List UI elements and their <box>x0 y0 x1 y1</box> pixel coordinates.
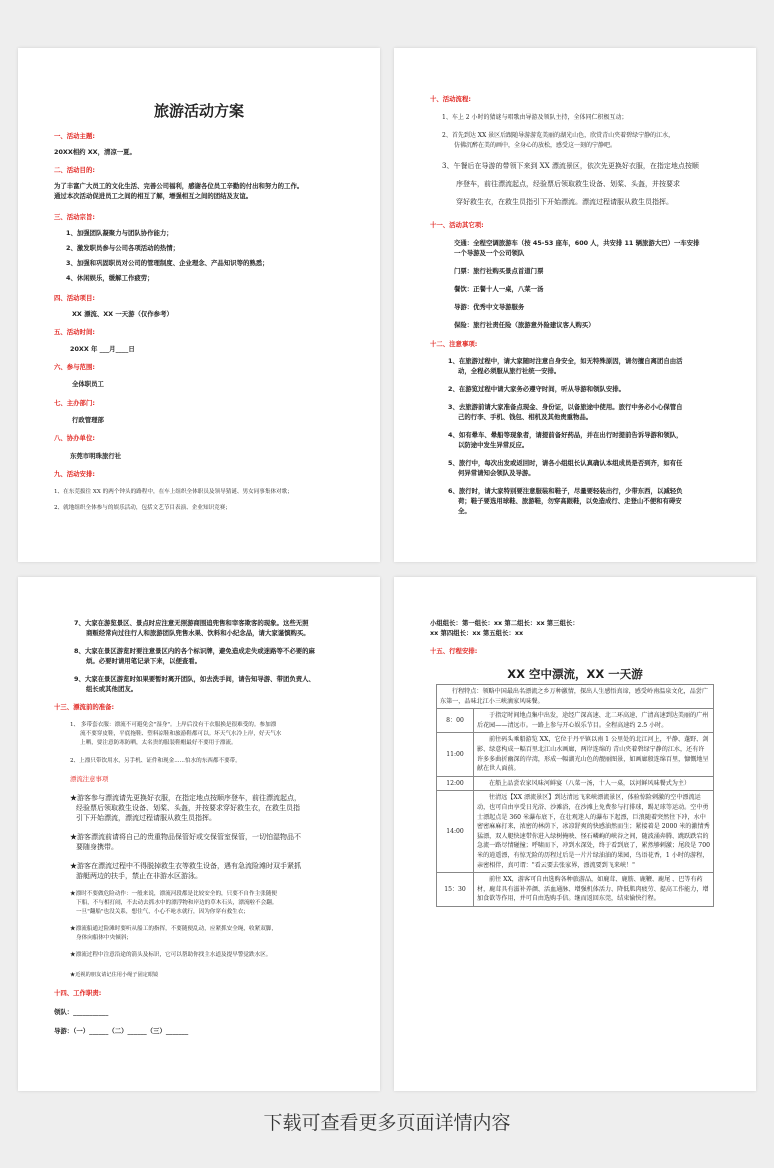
meals-text: 餐饮：正餐十人一桌，八菜一汤 <box>454 285 544 293</box>
caution-item: ★漂时不要做危险动作：一般来说，漂流河段都是比较安全的，只要不自作主张随便 <box>70 891 277 897</box>
caution-item: ★近视的朋友请记住用小绳子固定眼镜 <box>70 972 159 978</box>
caution-item: ★游客在漂流过程中不得脱掉救生衣等救生设备，遇有急流险滩时双手紧抓 <box>70 862 301 870</box>
section-heading-duties: 十四、工作职责: <box>54 989 102 997</box>
section-heading-notes: 十二、注意事项: <box>430 340 478 348</box>
arrangement-item: 1、在东莞拔往 XX 的两个钟头的路程中，在车上组织全体职员及领导猜谜、男女同事集体对歌； <box>54 489 293 495</box>
caution-item: ★漂流过程中注意沿途的箭头及标识，它可以帮助你找主水道及提早警觉跌水区。 <box>70 952 272 958</box>
itinerary-time: 15：30 <box>437 873 474 907</box>
note-item: 商贩经常向过往行人和旅游团队兜售水果、饮料和小纪念品，请大家谨慎购买。 <box>86 629 310 637</box>
aim-item: 1、加强团队凝聚力与团队协作能力； <box>66 229 173 237</box>
group-leaders-line: 小组组长：第一组长：xx 第二组长：xx 第三组长： <box>430 619 579 627</box>
section-heading-arrangement: 九、活动安排: <box>54 470 95 478</box>
section-heading-flow: 十、活动流程: <box>430 95 471 103</box>
section-heading-itinerary: 十五、行程安排: <box>430 647 478 655</box>
document-title: 旅游活动方案 <box>153 102 244 120</box>
note-item: 4、如有晕车、晕船等现象者，请提前备好药品，并在出行时提前告诉导游和领队， <box>448 431 683 439</box>
caution-item: 经验票后领取救生设备、划桨、头盔，并按要求穿好救生衣，在救生员指 <box>76 804 300 812</box>
note-item: 何异常请知会领队及导游。 <box>458 469 535 477</box>
itinerary-desc: 在船上品尝农家风味河鲜宴（八菜一汤，十人一桌，以河鲜风味餐式为主） <box>474 776 714 791</box>
note-item: 以防途中发生异常反应。 <box>458 441 529 449</box>
section-heading-time: 五、活动时间: <box>54 328 95 336</box>
caution-title: 漂流注意事项 <box>70 775 109 783</box>
table-row <box>437 873 714 907</box>
note-item: 7、大家在游览景区、景点时应注意无照游商围追兜售和宰客欺客的现象。这些无照 <box>74 619 309 627</box>
coorg-text: 东莞市明珠旅行社 <box>70 452 122 460</box>
download-more-link[interactable]: 下载可查看更多页面详情内容 <box>263 1112 511 1134</box>
preparation-item: 2、上漂只带饮用水，另手机、证件和现金......怕水的东西都不要带。 <box>70 758 241 764</box>
itinerary-desc: 前往 XX，游客可自由选购各种旅游品，如鹿茸、鹿筋、鹿鞭、鹿尾 、巴等有药材，鹿茸具有滋补养颜、活血通脉、增强机体活力、降低肌肉疲劳、提高工作能力，增加食欲等作用，并可自由选购手信。继而返回东莞，结束愉快行程。 <box>474 873 714 907</box>
itinerary-desc: 于指定时间地点集中出发，途经广深高速、北二环高速、广清高速到达美丽的广州后花园——清远市。一路上参与开心娱乐节目。全程高速约 2.5 小时。 <box>474 709 714 733</box>
tickets-text: 门票：旅行社购买景点首道门票 <box>454 267 544 275</box>
itinerary-intro: 行程特点：领略中国最出名漂流之乡万种激情，探出人生感悟真谛，感受岭南温泉文化，品尝广东第一，品味北江小三峡滴家风味餐。 <box>437 685 714 709</box>
section-heading-scope: 六、参与范围: <box>54 363 95 371</box>
itinerary-time: 8：00 <box>437 709 474 733</box>
note-item: 荷；鞋子要选用球鞋、旅游鞋，勿穿高跟鞋，以免造成行、走登山不便和有碍安 <box>458 497 682 505</box>
preparation-item: 流不要穿皮鞋，平底拖鞋、塑料凉鞋和旅游鞋都可以。坏天气水冷上岸，好天气水 <box>80 731 282 737</box>
section-heading-dept: 七、主办部门: <box>54 399 95 407</box>
preparation-item: 上晒，要注意防寒防晒，太名贵的服装鞋帽最好不要用于漂流。 <box>80 740 237 746</box>
caution-item: 游艇两边的扶手，禁止在非游水区游泳。 <box>76 872 202 880</box>
purpose-text-1: 为了丰富广大员工的文化生活、完善公司福利，感谢各位员工辛勤的付出和努力的工作。 <box>54 182 304 190</box>
scope-text: 全体职员工 <box>72 380 104 388</box>
theme-text: 20XX相约 XX，清凉一夏。 <box>54 148 136 156</box>
section-heading-preparation: 十三、漂流前的准备: <box>54 703 115 711</box>
caution-item: 引下开始漂流，漂流过程请服从救生员指挥。 <box>76 814 216 822</box>
note-item: 2、在游览过程中请大家务必遵守时间，听从导游和领队安排。 <box>448 385 625 393</box>
flow-item: 1、车上 2 小时的猜谜与唱歌由导游及领队主持，全体同仁积极互动； <box>442 114 628 121</box>
section-heading-coorg: 八、协办单位: <box>54 434 95 442</box>
table-row <box>437 709 714 733</box>
time-text: 20XX 年 ___月____日 <box>70 345 135 353</box>
note-item: 烦。必要时请用笔记录下来，以便查看。 <box>86 657 202 665</box>
note-item: 己的行李、手机、钱包、相机及其他贵重物品。 <box>458 413 593 421</box>
arrangement-item: 2、就地组织全体参与的娱乐活动，包括文艺节目表演、企业知识竞赛； <box>54 505 231 511</box>
leader-line: 领队：___________ <box>54 1008 109 1016</box>
note-item: 组长或其他团友。 <box>86 685 138 693</box>
caution-item: ★游客漂流前请将自己的贵重物品保管好或交保管室保管，一切怕湿物品不 <box>70 833 301 841</box>
section-heading-aims: 三、活动宗旨: <box>54 213 95 221</box>
table-row <box>437 791 714 873</box>
preparation-item: 1、 多带套衣服：漂流不可避免会"湿身"。上岸后没有干衣服换是很难受的。参加漂 <box>70 722 277 728</box>
transport-text: 交通：全程空调旅游车（按 45-53 座车，600 人，共安排 11 辆旅游大巴）一车安排 <box>454 239 700 247</box>
guides-line: 导游：（一）______（二）______（三）_______ <box>54 1027 189 1035</box>
dept-text: 行政管理部 <box>72 416 104 424</box>
note-item: 1、在旅游过程中，请大家随时注意自身安全，如无特殊原因，请勿擅自离团自由活 <box>448 357 683 365</box>
itinerary-desc: 往清远【XX 漂流景区】到达清远飞来峡漂流景区，体验惊险刺激的空中漂流运动，也可自由享受日光浴、沙滩浴，在沙滩上免费参与打排球，踢足球等运动。空中勇士漂起点是 360 米瀑布底下，在壮观迷人的瀑布下起漂，巨浪随着突然往下冲，水中密密麻麻打来，浓密的林荫下，冰凉舒爽的快感油然而生；紧接着是 2000 米的激情秀猛漂，双人艇快速带你进入绿树掩映、怪石嶙峋的峡谷之间，随波涌奔腾、跳跃跌宕的急流一路尽情碰撞；呼啸而下，冲到水深处，终于看到底了，累然够刺激；尾段是 700 米的逍遥漂，有惊无险的历程过后是一片片绿油油的果园，鸟语花香，1 小时的游程，亲密相伴，真可谓："看云要去张家界，漂流要到飞来峡！" <box>474 791 714 873</box>
caution-item: 要随身携带。 <box>76 843 118 851</box>
table-row <box>437 733 714 776</box>
table-row <box>437 685 714 709</box>
section-heading-theme: 一、活动主题: <box>54 132 95 140</box>
insurance-text: 保险：旅行社责任险（旅游意外险建议客人购买） <box>454 321 595 329</box>
itinerary-table <box>436 684 714 907</box>
section-heading-purpose: 二、活动目的: <box>54 166 95 174</box>
caution-item: ★漂流船通过险滩时要听从船工的指挥，不要随便乱动，应紧抓安全绳，收紧双脚， <box>70 926 277 932</box>
aim-item: 2、激发职员参与公司各项活动的热情； <box>66 244 180 252</box>
section-heading-project: 四、活动项目: <box>54 294 95 302</box>
purpose-text-2: 通过本次活动促进员工之间的相互了解，增强相互之间的团结及友谊。 <box>54 192 253 200</box>
note-item: 6、旅行时，请大家特别要注意服装和鞋子，尽量要轻装出行，少带东西，以减轻负 <box>448 487 683 495</box>
flow-item: 3、午餐后在导游的带领下来到 XX 漂流景区，依次先更换好衣服，在指定地点按顺 <box>442 162 699 170</box>
document-page-2 <box>394 48 756 562</box>
itinerary-title: XX 空中漂流，XX 一天游 <box>507 667 643 681</box>
caution-item: 下船，不与相打闹，不去动去抓水中的漂浮物和岸边的草木石头，漂流啦不会翻。 <box>76 900 278 906</box>
aim-item: 3、加强和巩固职员对公司的管理制度、企业理念、产品知识等的熟悉； <box>66 259 269 267</box>
itinerary-time: 14:00 <box>437 791 474 873</box>
document-page-4 <box>394 577 756 1091</box>
section-heading-other: 十一、活动其它项: <box>430 221 484 229</box>
group-leaders-line: xx 第四组长：xx 第五组长：xx <box>430 629 524 637</box>
flow-item: 序登车，前往漂流起点，经验票后领取救生设备、划桨、头盔，并按要求 <box>456 180 680 188</box>
project-text: XX 漂流、XX 一天游（仅作参考） <box>72 310 173 318</box>
guide-text: 导游：优秀中文导游服务 <box>454 303 525 311</box>
transport-text: 一个导游及一个公司领队 <box>454 249 525 257</box>
caution-item: 身体向船体中央倾斜； <box>76 935 132 941</box>
caution-item: ★游客参与漂流请先更换好衣服，在指定地点按顺序登车，前往漂流起点， <box>70 794 301 802</box>
document-page-3 <box>18 577 380 1091</box>
note-item: 动，全程必须服从旅行社统一安排。 <box>458 367 561 375</box>
note-item: 3、去旅游前请大家准备点现金、身份证，以备旅途中使用。旅行中务必小心保管自 <box>448 403 683 411</box>
itinerary-time: 11:00 <box>437 733 474 776</box>
flow-item: 仿佛沉醉在美的画中，全身心的放松，感受这一刻的宁静吧。 <box>454 142 617 149</box>
aim-item: 4、休闲娱乐，缓解工作疲劳； <box>66 274 154 282</box>
caution-item: 一旦"翻船"也没关系，想住气，小心不呛水就行，因为你穿有救生衣； <box>76 909 249 915</box>
note-item: 5、旅行中，每次出发或返回时，请各小组组长认真确认本组成员是否到齐，如有任 <box>448 459 683 467</box>
note-item: 8、大家在景区游览时要注意景区内的各个标识牌，避免造成走失或迷路等不必要的麻 <box>74 647 315 655</box>
flow-item: 穿好救生衣，在救生员指引下开始漂流。漂流过程请服从救生员指挥。 <box>456 198 673 206</box>
flow-item: 2、首先到达 XX 景区后跟随导游游览美丽的湖光山色，欣赏青山夹着碧绿宁静的江水， <box>442 132 675 139</box>
document-page-1 <box>18 48 380 562</box>
table-row <box>437 776 714 791</box>
note-item: 全。 <box>458 507 471 515</box>
note-item: 9、大家在景区游览时如果要暂时离开团队，如去洗手间，请告知导游、带团负责人、 <box>74 675 315 683</box>
itinerary-desc: 前往码头乘船游览 XX，它位于丹平镇以南 1 公里处的北江河上，平静、蓬野、剑影、绿意构成一幅百里北江山水画廊，两岸连绵的 青山夹着碧绿宁静的江水，还有许许多多曲折幽深的岸湾，形成一幅湖光山色的靓丽图景，如画廊般连绵百里，慷慨地呈献在世人面前。 <box>474 733 714 776</box>
itinerary-time: 12:00 <box>437 776 474 791</box>
